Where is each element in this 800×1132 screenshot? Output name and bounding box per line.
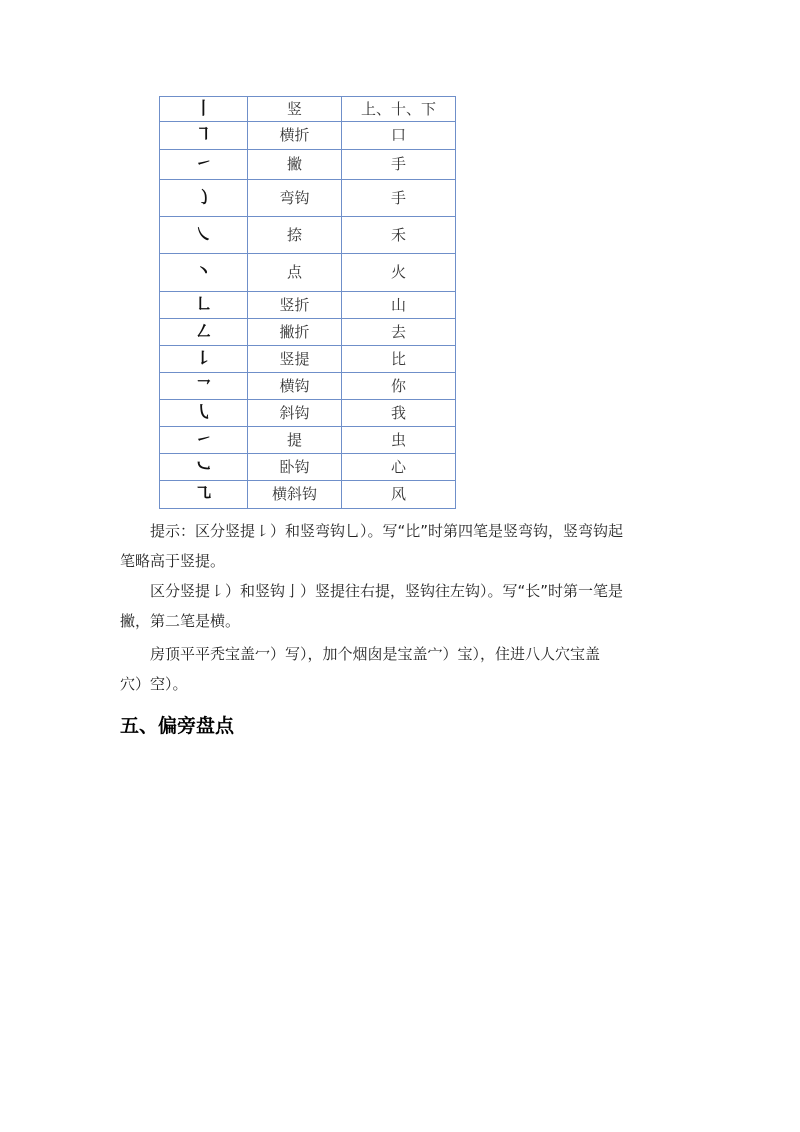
- stroke-glyph: ㇀: [195, 154, 212, 174]
- example-cell: 风: [342, 481, 456, 509]
- stroke-glyph: 丶: [195, 262, 212, 282]
- stroke-name-cell: 撇: [248, 150, 342, 180]
- example-cell: 口: [342, 122, 456, 150]
- table-row: [160, 254, 456, 292]
- section-heading: 五、偏旁盘点: [120, 715, 235, 737]
- tip-line: 穴）空）。: [120, 675, 188, 693]
- table-row: [160, 180, 456, 217]
- tip-paragraph-3: [120, 639, 680, 699]
- stroke-glyph: 丨: [195, 98, 212, 119]
- tip-line: 撇，第二笔是横。: [120, 612, 241, 630]
- stroke-name-cell: 横钩: [248, 373, 342, 400]
- example-cell: 我: [342, 400, 456, 427]
- stroke-glyph: ㇖: [195, 375, 212, 396]
- stroke-name-cell: 竖提: [248, 346, 342, 373]
- tip-line: 提示：区分竖提㇙）和竖弯钩乚）。写“比”时第四笔是竖弯钩，竖弯钩起: [150, 522, 624, 540]
- stroke-glyph: ㇀: [195, 429, 212, 450]
- example-cell: 去: [342, 319, 456, 346]
- stroke-cell: [160, 217, 248, 254]
- stroke-cell: [160, 150, 248, 180]
- table-row: [160, 481, 456, 509]
- table-row: [160, 427, 456, 454]
- example-cell: 心: [342, 454, 456, 481]
- stroke-cell: [160, 400, 248, 427]
- stroke-cell: [160, 454, 248, 481]
- tip-line: 房顶平平秃宝盖冖）写），加个烟囱是宝盖宀）宝），住进八人穴宝盖: [150, 645, 601, 663]
- stroke-name-cell: 卧钩: [248, 454, 342, 481]
- stroke-cell: [160, 122, 248, 150]
- strokes-table: [159, 96, 456, 509]
- stroke-cell: [160, 373, 248, 400]
- tip-line: 笔略高于竖提。: [120, 552, 226, 570]
- stroke-glyph: ㇜: [195, 321, 212, 342]
- table-row: [160, 319, 456, 346]
- stroke-name-cell: 弯钩: [248, 180, 342, 217]
- stroke-glyph: ㇈: [195, 484, 212, 504]
- table-row: [160, 122, 456, 150]
- stroke-name-cell: 竖: [248, 97, 342, 122]
- table-row: [160, 400, 456, 427]
- table-row: [160, 373, 456, 400]
- table-row: [160, 97, 456, 122]
- stroke-name-cell: 点: [248, 254, 342, 292]
- stroke-name-cell: 捺: [248, 217, 342, 254]
- stroke-name-cell: 提: [248, 427, 342, 454]
- stroke-glyph: ㇕: [195, 125, 212, 145]
- table-row: [160, 217, 456, 254]
- example-cell: 虫: [342, 427, 456, 454]
- example-cell: 禾: [342, 217, 456, 254]
- stroke-glyph: ㇗: [195, 294, 212, 315]
- stroke-name-cell: 横斜钩: [248, 481, 342, 509]
- stroke-name-cell: 横折: [248, 122, 342, 150]
- example-cell: 上、十、下: [342, 97, 456, 122]
- example-cell: 你: [342, 373, 456, 400]
- stroke-cell: [160, 481, 248, 509]
- example-cell: 手: [342, 150, 456, 180]
- stroke-glyph: ㇂: [195, 402, 212, 423]
- table-row: [160, 454, 456, 481]
- example-cell: 山: [342, 292, 456, 319]
- example-cell: 比: [342, 346, 456, 373]
- stroke-cell: [160, 346, 248, 373]
- table-row: [160, 150, 456, 180]
- example-cell: 火: [342, 254, 456, 292]
- stroke-glyph: ㇙: [195, 348, 212, 369]
- stroke-glyph: ㇏: [195, 224, 212, 245]
- stroke-glyph: ㇁: [195, 187, 212, 208]
- stroke-name-cell: 竖折: [248, 292, 342, 319]
- stroke-cell: [160, 97, 248, 122]
- stroke-cell: [160, 254, 248, 292]
- tip-paragraph-2: [120, 576, 680, 636]
- stroke-cell: [160, 292, 248, 319]
- tip-line: 区分竖提㇙）和竖钩亅）竖提往右提，竖钩往左钩）。写“长”时第一笔是: [150, 582, 624, 600]
- stroke-glyph: ㇃: [195, 456, 212, 477]
- stroke-name-cell: 撇折: [248, 319, 342, 346]
- stroke-cell: [160, 319, 248, 346]
- stroke-name-cell: 斜钩: [248, 400, 342, 427]
- tip-paragraph-1: [120, 516, 680, 576]
- stroke-cell: [160, 427, 248, 454]
- table-row: [160, 346, 456, 373]
- table-row: [160, 292, 456, 319]
- example-cell: 手: [342, 180, 456, 217]
- stroke-cell: [160, 180, 248, 217]
